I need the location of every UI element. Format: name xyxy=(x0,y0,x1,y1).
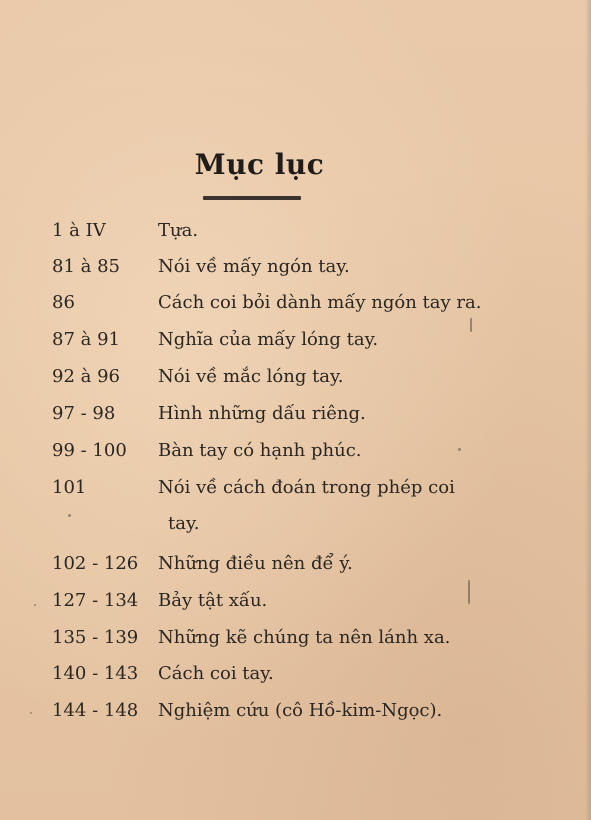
toc-row xyxy=(0,399,591,429)
toc-row xyxy=(0,586,591,616)
toc-text-continuation: tay. xyxy=(168,513,200,534)
toc-pages: 140 - 143 xyxy=(52,663,139,684)
toc-row xyxy=(0,659,591,689)
toc-text: Nghĩa của mấy lóng tay. xyxy=(158,329,379,350)
toc-text: Bàn tay có hạnh phúc. xyxy=(158,440,362,461)
toc-row xyxy=(0,252,591,282)
toc-row xyxy=(0,362,591,392)
toc-pages: 97 - 98 xyxy=(52,403,116,424)
toc-row xyxy=(0,325,591,355)
toc-text: Những điều nên để ý. xyxy=(158,553,353,574)
toc-text: Nói về mấy ngón tay. xyxy=(158,256,350,277)
print-speck xyxy=(68,514,71,517)
toc-pages: 99 - 100 xyxy=(52,440,127,461)
toc-pages: 127 - 134 xyxy=(52,590,139,611)
toc-row xyxy=(0,696,591,726)
toc-pages: 135 - 139 xyxy=(52,627,139,648)
toc-pages: 81 à 85 xyxy=(52,256,120,277)
toc-pages: 86 xyxy=(52,292,75,313)
toc-text: Tựa. xyxy=(158,220,199,241)
print-speck xyxy=(458,448,461,451)
toc-pages: 1 à IV xyxy=(52,220,106,241)
toc-row xyxy=(0,436,591,466)
print-speck xyxy=(468,580,470,604)
toc-text: Nói về mắc lóng tay. xyxy=(158,366,344,387)
toc-pages: 102 - 126 xyxy=(52,553,139,574)
toc-row xyxy=(0,623,591,653)
print-speck xyxy=(34,604,36,606)
toc-text: Cách coi bỏi dành mấy ngón tay ra. xyxy=(158,292,482,313)
toc-row xyxy=(0,473,591,503)
toc-pages: 144 - 148 xyxy=(52,700,139,721)
toc-row xyxy=(0,216,591,246)
toc-row-continuation xyxy=(0,509,591,539)
toc-text: Nghiệm cứu (cô Hồ-kim-Ngọc). xyxy=(158,700,443,721)
title-underline xyxy=(203,196,301,200)
toc-text: Những kẽ chúng ta nên lánh xa. xyxy=(158,627,451,648)
toc-pages: 87 à 91 xyxy=(52,329,120,350)
page-title: Mục lục xyxy=(194,148,325,181)
toc-pages: 101 xyxy=(52,477,87,498)
toc-text: Bảy tật xấu. xyxy=(158,590,268,611)
toc-pages: 92 à 96 xyxy=(52,366,120,387)
toc-text: Nói về cách đoán trong phép coi xyxy=(158,477,455,498)
print-speck xyxy=(470,318,472,332)
toc-row xyxy=(0,549,591,579)
toc-row xyxy=(0,288,591,318)
print-speck xyxy=(30,712,32,714)
toc-text: Cách coi tay. xyxy=(158,663,274,684)
toc-text: Hình những dấu riêng. xyxy=(158,403,366,424)
